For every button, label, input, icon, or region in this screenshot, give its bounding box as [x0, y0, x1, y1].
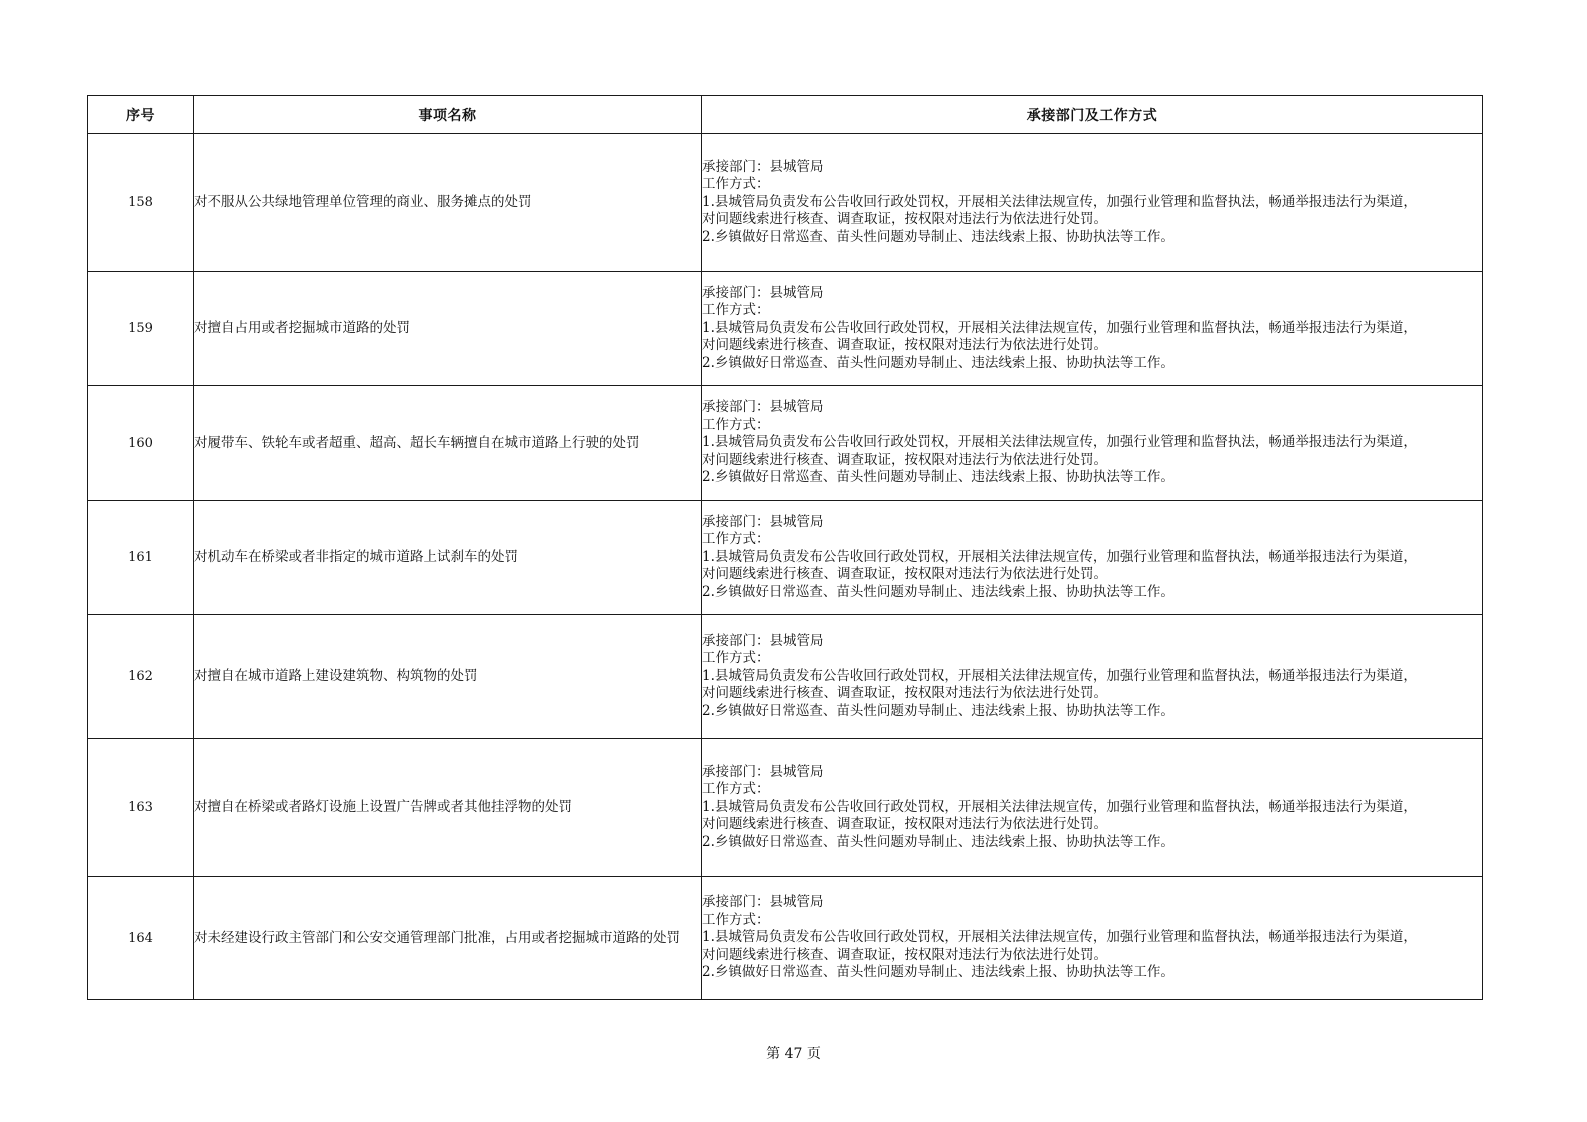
method-line: 对问题线索进行核查、调查取证，按权限对违法行为依法进行处罚。 [702, 211, 1107, 228]
table-row [88, 739, 1483, 877]
method-line: 1.县城管局负责发布公告收回行政处罚权，开展相关法律法规宣传，加强行业管理和监督执法，畅通举报违法行为渠道， [702, 319, 1417, 336]
row-method [702, 134, 1483, 272]
table-row [88, 134, 1483, 272]
method-line: 对问题线索进行核查、调查取证，按权限对违法行为依法进行处罚。 [702, 337, 1107, 354]
method-line: 2.乡镇做好日常巡查、苗头性问题劝导制止、违法线索上报、协助执法等工作。 [702, 228, 1174, 245]
table-row [88, 386, 1483, 501]
method-line: 承接部门：县城管局 [702, 158, 824, 175]
method-line: 承接部门：县城管局 [702, 399, 824, 416]
row-seq: 160 [88, 386, 194, 501]
row-item-name: 对擅自在城市道路上建设建筑物、构筑物的处罚 [194, 615, 702, 739]
row-item-name: 对履带车、铁轮车或者超重、超高、超长车辆擅自在城市道路上行驶的处罚 [194, 386, 702, 501]
items-table [87, 95, 1483, 1000]
method-line: 工作方式： [702, 531, 770, 548]
method-line: 1.县城管局负责发布公告收回行政处罚权，开展相关法律法规宣传，加强行业管理和监督执法，畅通举报违法行为渠道， [702, 667, 1417, 684]
method-line: 工作方式： [702, 416, 770, 433]
row-method [702, 739, 1483, 877]
method-line: 承接部门：县城管局 [702, 763, 824, 780]
method-line: 工作方式： [702, 176, 770, 193]
method-line: 1.县城管局负责发布公告收回行政处罚权，开展相关法律法规宣传，加强行业管理和监督执法，畅通举报违法行为渠道， [702, 798, 1417, 815]
table-row [88, 877, 1483, 1000]
row-seq: 164 [88, 877, 194, 1000]
method-line: 承接部门：县城管局 [702, 632, 824, 649]
method-line: 2.乡镇做好日常巡查、苗头性问题劝导制止、违法线索上报、协助执法等工作。 [702, 702, 1174, 719]
table-row [88, 501, 1483, 615]
method-line: 1.县城管局负责发布公告收回行政处罚权，开展相关法律法规宣传，加强行业管理和监督执法，畅通举报违法行为渠道， [702, 193, 1417, 210]
method-line: 对问题线索进行核查、调查取证，按权限对违法行为依法进行处罚。 [702, 566, 1107, 583]
row-item-name: 对擅自在桥梁或者路灯设施上设置广告牌或者其他挂浮物的处罚 [194, 739, 702, 877]
row-item-name: 对不服从公共绿地管理单位管理的商业、服务摊点的处罚 [194, 134, 702, 272]
method-line: 2.乡镇做好日常巡查、苗头性问题劝导制止、违法线索上报、协助执法等工作。 [702, 833, 1174, 850]
column-header-method: 承接部门及工作方式 [702, 96, 1483, 134]
page-number: 第 47 页 [766, 1046, 821, 1062]
table-row [88, 272, 1483, 386]
method-line: 承接部门：县城管局 [702, 513, 824, 530]
row-item-name: 对擅自占用或者挖掘城市道路的处罚 [194, 272, 702, 386]
method-line: 工作方式： [702, 650, 770, 667]
row-method [702, 877, 1483, 1000]
method-line: 2.乡镇做好日常巡查、苗头性问题劝导制止、违法线索上报、协助执法等工作。 [702, 583, 1174, 600]
method-line: 承接部门：县城管局 [702, 894, 824, 911]
method-line: 对问题线索进行核查、调查取证，按权限对违法行为依法进行处罚。 [702, 816, 1107, 833]
row-seq: 162 [88, 615, 194, 739]
table-header-row [88, 96, 1483, 134]
column-header-seq: 序号 [88, 96, 194, 134]
column-header-item: 事项名称 [194, 96, 702, 134]
method-line: 对问题线索进行核查、调查取证，按权限对违法行为依法进行处罚。 [702, 946, 1107, 963]
method-line: 2.乡镇做好日常巡查、苗头性问题劝导制止、违法线索上报、协助执法等工作。 [702, 964, 1174, 981]
method-line: 1.县城管局负责发布公告收回行政处罚权，开展相关法律法规宣传，加强行业管理和监督执法，畅通举报违法行为渠道， [702, 548, 1417, 565]
method-line: 工作方式： [702, 781, 770, 798]
row-seq: 161 [88, 501, 194, 615]
row-seq: 159 [88, 272, 194, 386]
method-line: 承接部门：县城管局 [702, 284, 824, 301]
row-item-name: 对机动车在桥梁或者非指定的城市道路上试刹车的处罚 [194, 501, 702, 615]
table-row [88, 615, 1483, 739]
row-item-name: 对未经建设行政主管部门和公安交通管理部门批准，占用或者挖掘城市道路的处罚 [194, 877, 702, 1000]
method-line: 对问题线索进行核查、调查取证，按权限对违法行为依法进行处罚。 [702, 685, 1107, 702]
method-line: 2.乡镇做好日常巡查、苗头性问题劝导制止、违法线索上报、协助执法等工作。 [702, 469, 1174, 486]
row-seq: 158 [88, 134, 194, 272]
row-method [702, 501, 1483, 615]
method-line: 对问题线索进行核查、调查取证，按权限对违法行为依法进行处罚。 [702, 451, 1107, 468]
method-line: 1.县城管局负责发布公告收回行政处罚权，开展相关法律法规宣传，加强行业管理和监督执法，畅通举报违法行为渠道， [702, 434, 1417, 451]
method-line: 1.县城管局负责发布公告收回行政处罚权，开展相关法律法规宣传，加强行业管理和监督执法，畅通举报违法行为渠道， [702, 929, 1417, 946]
method-line: 工作方式： [702, 911, 770, 928]
method-line: 工作方式： [702, 302, 770, 319]
row-method [702, 386, 1483, 501]
row-method [702, 615, 1483, 739]
method-line: 2.乡镇做好日常巡查、苗头性问题劝导制止、违法线索上报、协助执法等工作。 [702, 354, 1174, 371]
row-method [702, 272, 1483, 386]
row-seq: 163 [88, 739, 194, 877]
